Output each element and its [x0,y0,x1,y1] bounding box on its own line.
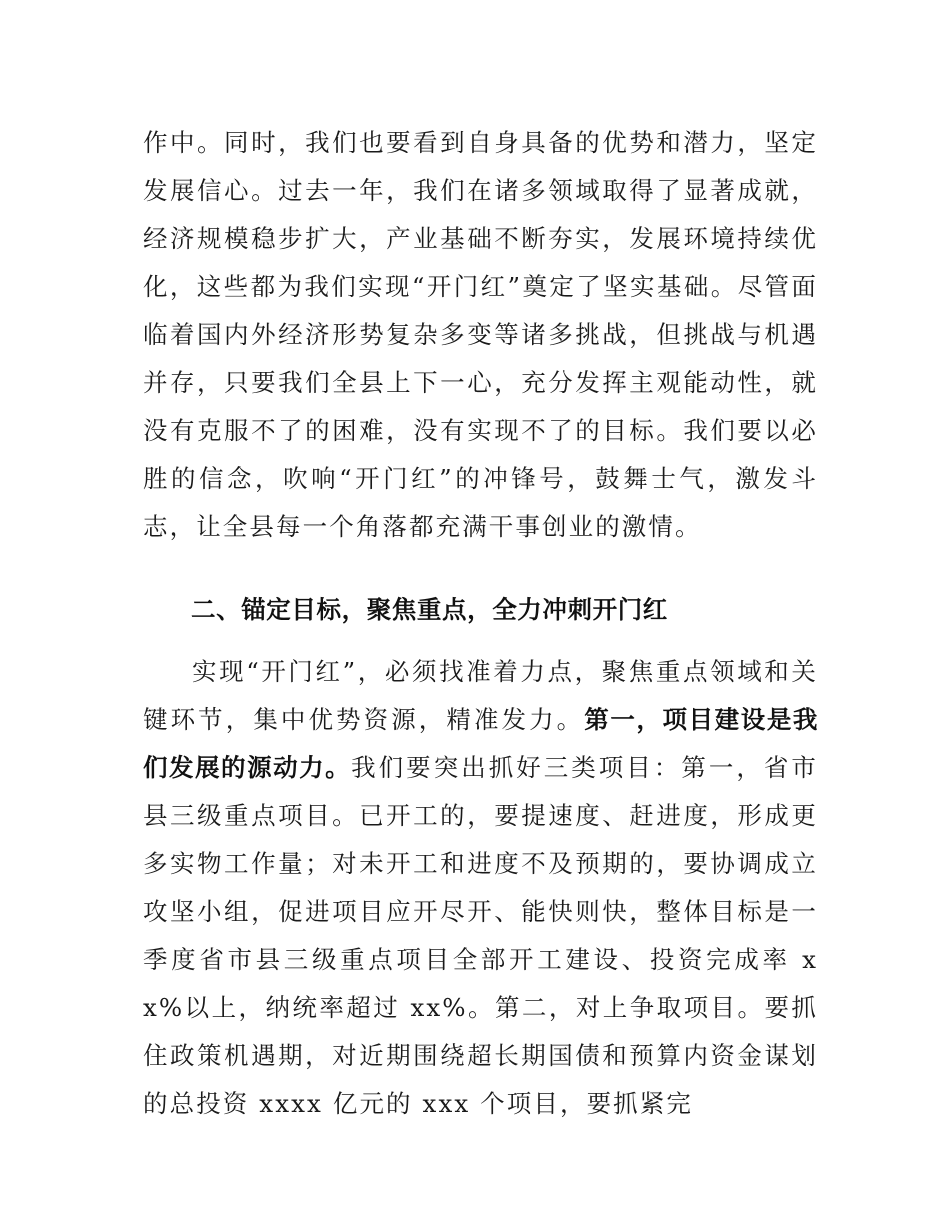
emphasis-text: 第一，项目建设是我们发展的源动力。 [143,705,818,782]
paragraph-lead-text: 实现“开门红”，必须找准着力点，聚焦重点领域和关键环节，集中优势资源，精准发力。 [143,657,818,734]
section-heading: 二、锚定目标，聚焦重点，全力冲刺开门红 [191,595,668,624]
body-paragraph-2 [143,648,818,1128]
body-paragraph-1: 作中。同时，我们也要看到自身具备的优势和潜力，坚定发展信心。过去一年，我们在诸多领域取得了显著成就，经济规模稳步扩大，产业基础不断夯实，发展环境持续优化，这些都为我们实现“开门红”奠定了坚实基础。尽管面临着国内外经济形势复杂多变等诸多挑战，但挑战与机遇并存，只要我们全县上下一心，充分发挥主观能动性，就没有克服不了的困难，没有实现不了的目标。我们要以必胜的信念，吹响“开门红”的冲锋号，鼓舞士气，激发斗志，让全县每一个角落都充满干事创业的激情。 [143,128,818,541]
paragraph-rest-text: 我们要突出抓好三类项目：第一，省市县三级重点项目。已开工的，要提速度、赶进度，形成更多实物工作量；对未开工和进度不及预期的，要协调成立攻坚小组，促进项目应开尽开、能快则快，整体目标是一季度省市县三级重点项目全部开工建设、投资完成率 xx%以上，纳统率超过 xx%。第二，对上争取项目。要抓住政策机遇期，对近期围绕超长期国债和预算内资金谋划的总投资 xxxx 亿元的 xxx 个项目，要抓紧完 [143,753,818,1118]
